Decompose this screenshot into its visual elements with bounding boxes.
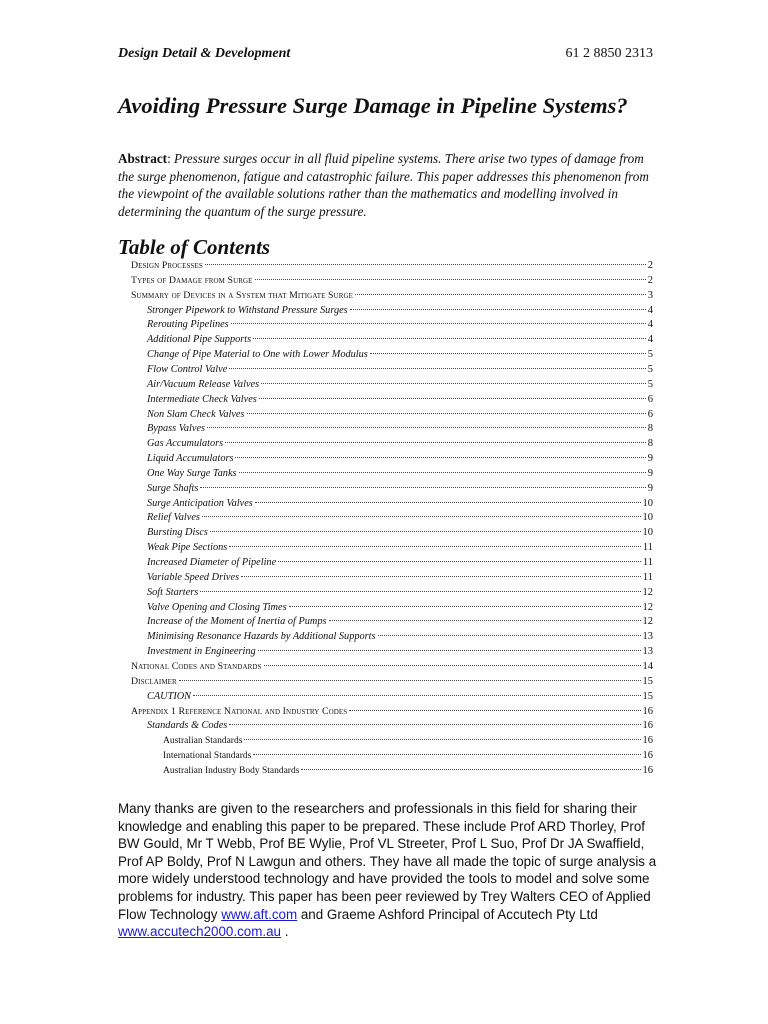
toc-entry (147, 527, 653, 542)
toc-entry-page: 4 (647, 304, 653, 316)
toc-entry-title: Bypass Valves (147, 423, 206, 435)
toc-entry-page: 10 (642, 527, 653, 539)
toc-entry (147, 631, 653, 646)
toc-entry (147, 720, 653, 735)
toc-entry-title: One Way Surge Tanks (147, 467, 237, 479)
toc-entry (147, 423, 653, 438)
toc-entry (147, 646, 653, 661)
toc-entry-title: Air/Vacuum Release Valves (147, 378, 260, 390)
abstract-text: Pressure surges occur in all fluid pipeline systems. There arise two types of damage from the surge phenomenon, fatigue and catastrophic failure. This paper addresses this phenomenon from the viewpoint of the available solutions rather than the mathematics and modelling involved in determining the quantum of the surge pressure. (118, 151, 649, 219)
toc-entry (131, 260, 653, 275)
toc-entry-page: 9 (647, 467, 653, 479)
toc-entry (147, 572, 653, 587)
toc-entry (147, 602, 653, 617)
toc-entry-title: Bursting Discs (147, 527, 208, 539)
toc-entry (163, 735, 653, 750)
toc-entry-page: 5 (647, 349, 653, 361)
toc-entry-title: Flow Control Valve (147, 363, 228, 375)
toc-entry (163, 765, 653, 780)
toc-entry-title: Change of Pipe Material to One with Lower Modulus (147, 349, 368, 361)
toc-entry-page: 5 (647, 363, 653, 375)
abstract-paragraph (118, 150, 653, 220)
accutech-website-link[interactable]: www.accutech2000.com.au (118, 924, 282, 940)
toc-entry-title: Appendix 1 Reference National and Industry Codes (131, 705, 348, 717)
toc-entry-page: 11 (642, 557, 653, 568)
toc-entry-title: Australian Standards (163, 736, 243, 747)
toc-entry-page: 8 (647, 438, 653, 450)
toc-entry-title: Investment in Engineering (147, 646, 256, 658)
acknowledgement-text-middle: and Graeme Ashford Principal of Accutech Pty Ltd (297, 906, 598, 922)
toc-leader-dots (202, 516, 641, 517)
toc-leader-dots (329, 620, 641, 621)
toc-entry-title: Surge Anticipation Valves (147, 497, 253, 509)
toc-leader-dots (247, 413, 646, 414)
toc-entry-page: 11 (642, 571, 653, 583)
toc-leader-dots (229, 724, 640, 725)
toc-entry-title: Gas Accumulators (147, 438, 224, 450)
toc-entry-page: 8 (647, 423, 653, 435)
toc-leader-dots (370, 353, 646, 354)
acknowledgement-text: Many thanks are given to the researchers and professionals in this field for sharing their knowledge and enabling this paper to be prepared. These include Prof ARD Thorley, Prof BW Gould, Mr T Webb, Prof BE Wylie, Prof VL Streeter, Prof L Suo, Prof Dr JA Swaffield, Prof AP Boldy, Prof N Lawgun and others. They have all made the topic of surge analysis a more widely understood technology and have provided the tools to model and solve some problems for industry. This paper has been peer reviewed by Trey Walters CEO of Applied Flow Technology (118, 801, 657, 922)
toc-entry (147, 409, 653, 424)
toc-leader-dots (255, 502, 641, 503)
toc-leader-dots (210, 531, 641, 532)
toc-leader-dots (278, 561, 641, 562)
toc-entry-page: 10 (642, 497, 653, 509)
toc-entry-page: 9 (647, 453, 653, 465)
toc-leader-dots (349, 710, 640, 711)
toc-entry-page: 12 (642, 616, 653, 628)
toc-entry-page: 13 (642, 631, 653, 643)
toc-leader-dots (229, 546, 641, 547)
abstract-label: Abstract (118, 151, 168, 166)
toc-entry-page: 2 (647, 260, 653, 271)
toc-entry-title: Disclaimer (131, 675, 177, 687)
toc-leader-dots (241, 576, 641, 577)
toc-entry-page: 16 (642, 705, 653, 717)
toc-leader-dots (350, 309, 646, 310)
toc-entry (131, 706, 653, 721)
toc-leader-dots (261, 383, 646, 384)
toc-entry-page: 6 (647, 393, 653, 405)
toc-leader-dots (205, 264, 646, 265)
toc-entry (163, 750, 653, 765)
toc-entry (131, 676, 653, 691)
toc-entry-title: Non Slam Check Valves (147, 408, 245, 420)
toc-entry-page: 11 (642, 542, 653, 554)
toc-entry (147, 616, 653, 631)
toc-entry-page: 15 (642, 690, 653, 702)
toc-entry-page: 16 (642, 735, 653, 747)
toc-entry-title: Intermediate Check Valves (147, 393, 257, 405)
toc-entry-title: Types of Damage from Surge (131, 274, 253, 286)
toc-entry-title: CAUTION (147, 690, 192, 702)
toc-entry-title: Rerouting Pipelines (147, 319, 229, 331)
toc-entry-page: 16 (642, 764, 653, 776)
toc-entry (147, 319, 653, 334)
toc-entry (147, 691, 653, 706)
toc-entry-title: Additional Pipe Supports (147, 334, 252, 346)
toc-entry (147, 379, 653, 394)
toc-entry (147, 394, 653, 409)
toc-entry (147, 542, 653, 557)
toc-entry (147, 364, 653, 379)
toc-entry-title: Standards & Codes (147, 720, 228, 732)
toc-leader-dots (378, 635, 641, 636)
toc-entry (147, 334, 653, 349)
toc-entry-page: 16 (642, 720, 653, 732)
toc-leader-dots (355, 294, 646, 295)
header-company-name: Design Detail & Development (118, 46, 291, 61)
toc-entry-title: Increase of the Moment of Inertia of Pumps (147, 616, 327, 628)
toc-entry-page: 3 (647, 289, 653, 301)
toc-leader-dots (244, 739, 640, 740)
toc-entry-page: 5 (647, 378, 653, 390)
toc-leader-dots (301, 769, 640, 770)
toc-entry (131, 661, 653, 676)
toc-entry-title: National Codes and Standards (131, 660, 262, 672)
toc-entry (131, 275, 653, 290)
acknowledgement-paragraph (118, 800, 658, 941)
toc-entry (147, 587, 653, 602)
toc-entry (147, 438, 653, 453)
toc-leader-dots (200, 487, 645, 488)
toc-leader-dots (253, 754, 640, 755)
toc-entry (147, 512, 653, 527)
document-title: Avoiding Pressure Surge Damage in Pipeline Systems? (118, 93, 628, 118)
header-phone-number: 61 2 8850 2313 (565, 46, 653, 61)
toc-entry (147, 498, 653, 513)
toc-entry-title: Relief Valves (147, 512, 200, 524)
toc-entry (131, 290, 653, 305)
toc-entry (147, 349, 653, 364)
toc-leader-dots (231, 323, 646, 324)
toc-entry-page: 16 (642, 750, 653, 762)
toc-entry-title: Valve Opening and Closing Times (147, 601, 287, 613)
toc-entry-title: Surge Shafts (147, 482, 199, 494)
toc-entry-title: Weak Pipe Sections (147, 542, 228, 554)
acknowledgement-text-end: . (281, 924, 289, 940)
toc-leader-dots (229, 368, 645, 369)
toc-leader-dots (264, 665, 641, 666)
toc-entry-title: Stronger Pipework to Withstand Pressure Surges (147, 304, 348, 316)
toc-entry-title: International Standards (163, 751, 252, 762)
toc-leader-dots (235, 457, 645, 458)
abstract-separator: : (167, 151, 175, 166)
toc-entry-title: Soft Starters (147, 586, 199, 598)
toc-entry-title: Australian Industry Body Standards (163, 765, 300, 776)
toc-entry-page: 14 (642, 660, 653, 672)
toc-leader-dots (179, 680, 641, 681)
toc-leader-dots (207, 427, 646, 428)
toc-entry-title: Variable Speed Drives (147, 571, 240, 583)
toc-entry (147, 305, 653, 320)
toc-entry-page: 10 (642, 512, 653, 524)
toc-leader-dots (255, 279, 646, 280)
toc-entry-page: 12 (642, 601, 653, 613)
toc-entry (147, 557, 653, 572)
aft-website-link[interactable]: www.aft.com (221, 906, 298, 922)
toc-entry-title: Increased Diameter of Pipeline (147, 557, 277, 568)
toc-entry-title: Summary of Devices in a System that Mitigate Surge (131, 289, 354, 301)
toc-entry-page: 13 (642, 646, 653, 658)
toc-entry (147, 483, 653, 498)
toc-leader-dots (193, 695, 640, 696)
toc-entry (147, 468, 653, 483)
toc-entry-page: 12 (642, 586, 653, 598)
toc-leader-dots (225, 442, 646, 443)
toc-entry (147, 453, 653, 468)
toc-leader-dots (200, 591, 640, 592)
toc-leader-dots (259, 398, 646, 399)
toc-entry-page: 4 (647, 334, 653, 346)
toc-leader-dots (258, 650, 641, 651)
toc-entry-page: 6 (647, 408, 653, 420)
toc-entry-title: Liquid Accumulators (147, 453, 234, 465)
toc-heading: Table of Contents (118, 235, 271, 259)
toc-leader-dots (239, 472, 646, 473)
toc-entry-page: 15 (642, 675, 653, 687)
page-header (118, 46, 653, 66)
toc-entry-title: Minimising Resonance Hazards by Additional Supports (147, 631, 376, 643)
toc-entry-page: 4 (647, 319, 653, 331)
toc-entry-page: 2 (647, 274, 653, 286)
toc-leader-dots (253, 338, 646, 339)
toc-leader-dots (289, 606, 641, 607)
toc-entry-page: 9 (647, 482, 653, 494)
toc-entry-title: Design Processes (131, 260, 203, 271)
